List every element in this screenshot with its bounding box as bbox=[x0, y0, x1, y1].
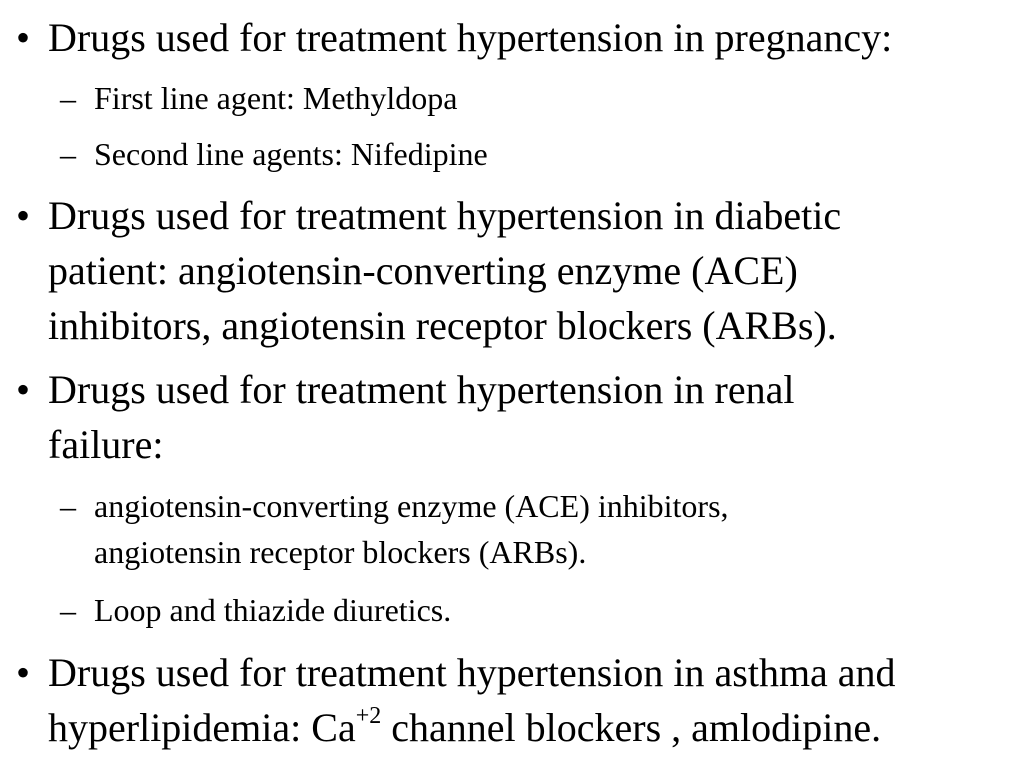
dash-icon: – bbox=[60, 136, 76, 172]
dash-icon: – bbox=[60, 80, 76, 116]
bullet-text-line-2: failure: bbox=[48, 422, 164, 467]
bullet-icon: • bbox=[15, 650, 30, 695]
sub-item-text-line-2: angiotensin receptor blockers (ARBs). bbox=[94, 534, 587, 570]
sub-item-text: First line agent: Methyldopa bbox=[94, 80, 458, 116]
bullet-text-line-3: inhibitors, angiotensin receptor blockers (ARBs). bbox=[48, 303, 837, 348]
sub-item-text-line-1: angiotensin-converting enzyme (ACE) inhibitors, bbox=[94, 488, 729, 524]
sub-item-text: Second line agents: Nifedipine bbox=[94, 136, 488, 172]
bullet-text-line-1: Drugs used for treatment hypertension in asthma and bbox=[48, 650, 896, 695]
dash-icon: – bbox=[60, 592, 76, 628]
sub-item-text: Loop and thiazide diuretics. bbox=[94, 592, 452, 628]
superscript-charge: +2 bbox=[355, 702, 382, 729]
bullet-text-line-1: Drugs used for treatment hypertension in diabetic bbox=[48, 193, 842, 238]
bullet-text-prefix: hyperlipidemia: Ca bbox=[48, 705, 356, 750]
bullet-text-suffix: channel blockers , amlodipine. bbox=[381, 705, 882, 750]
bullet-icon: • bbox=[15, 367, 30, 412]
bullet-text: Drugs used for treatment hypertension in pregnancy: bbox=[48, 15, 893, 60]
bullet-icon: • bbox=[15, 193, 30, 238]
bullet-text-line-1: Drugs used for treatment hypertension in renal bbox=[48, 367, 795, 412]
bullet-icon: • bbox=[15, 15, 30, 60]
dash-icon: – bbox=[60, 488, 76, 524]
bullet-text-line-2 bbox=[48, 700, 881, 755]
bullet-text-line-2: patient: angiotensin-converting enzyme (ACE) bbox=[48, 248, 798, 293]
